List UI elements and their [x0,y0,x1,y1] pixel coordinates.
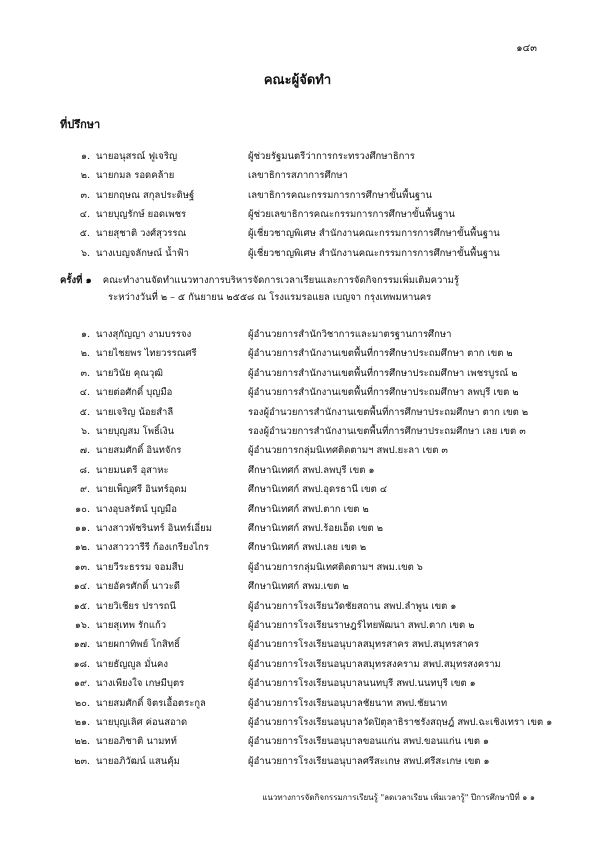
person-name: นายต่อศักดิ์ บุญมือ [96,387,173,399]
item-number: ๘. [79,464,90,476]
person-name: นายเพ็ญศรี อินทร์อุดม [96,484,187,496]
item-number: ๗. [79,445,90,457]
item-number: ๒๑. [74,717,90,728]
item-number: ๓. [80,189,90,201]
item-number: ๖. [80,247,90,259]
person-role: ผู้อำนวยการโรงเรียนอนุบาลขอนแก่น สพป.ขอนแก่น เขต ๑ [248,736,490,748]
item-number: ๕. [79,406,90,418]
person-name: นายบุญสม โพธิ์เงิน [96,426,175,437]
person-name: นางเบญจลักษณ์ น้ำฟ้า [96,247,189,259]
person-name: นายผกาทิพย์ โกสิทธิ์ [96,639,180,651]
person-role: รองผู้อำนวยการสำนักงานเขตพื้นที่การศึกษาประถมศึกษา เลย เขต ๓ [248,426,526,437]
person-name: นางสาววารีรี ก้องเกรียงไกร [96,542,209,554]
item-number: ๒. [80,170,90,182]
person-role: ผู้อำนวยการสำนักวิชาการและมาตรฐานการศึกษา [248,329,452,340]
person-role: ผู้เชี่ยวชาญพิเศษ สำนักงานคณะกรรมการการศึกษาขั้นพื้นฐาน [248,228,500,240]
item-number: ๖. [80,426,90,437]
item-number: ๔. [79,208,90,220]
person-role: ผู้อำนวยการสำนักงานเขตพื้นที่การศึกษาประถมศึกษา ตาก เขต ๒ [248,348,513,360]
person-name: นายสุเทพ รักแก้ว [96,620,167,631]
item-number: ๑๓. [74,561,90,573]
person-role: ผู้อำนวยการสำนักงานเขตพื้นที่การศึกษาประถมศึกษา เพชรบูรณ์ ๒ [248,367,518,379]
person-name: นายธัญญูล มั่นคง [96,658,168,670]
item-number: ๒๐. [74,697,90,709]
item-number: ๑๖. [74,620,90,631]
person-role: ผู้อำนวยการสำนักงานเขตพื้นที่การศึกษาประถมศึกษา ลพบุรี เขต ๒ [248,387,519,399]
item-number: ๑๙. [73,678,90,690]
meeting-title: คณะทำงานจัดทำแนวทางการบริหารจัดการเวลาเรียนและการจัดกิจกรรมเพิ่มเติมความรู้ [102,275,460,286]
person-name: นายสุชาติ วงศ์สุวรรณ [96,228,187,240]
person-name: นายอภิวัฒน์ แสนคุ้ม [96,755,180,767]
item-number: ๒๒. [74,736,90,748]
person-role: ผู้อำนวยการโรงเรียนวัดชัยสถาน สพป.ลำพูน เขต ๑ [248,600,457,612]
item-number: ๕. [79,228,90,240]
item-number: ๑. [80,151,90,162]
person-role: ผู้ช่วยเลขาธิการคณะกรรมการการศึกษาขั้นพื้นฐาน [248,208,455,220]
person-role: ผู้อำนวยการกลุ่มนิเทศติดตามฯ สพป.ยะลา เขต ๓ [248,445,448,457]
item-number: ๑๒. [74,542,90,554]
item-number: ๙. [80,484,90,496]
meeting-label: ครั้งที่ ๑ [60,275,92,286]
person-name: นายบุญเลิศ ค่อนสอาด [96,717,188,728]
person-name: นางสาวพัชรินทร์ อินทร์เอี่ยม [96,523,212,534]
person-name: นายกฤษณ สกุลประดิษฐ์ [96,189,195,201]
person-name: นายไชยพร ไทยวรรณศรี [96,348,197,360]
person-name: นายกมล รอดคล้าย [96,170,175,182]
person-name: นายอภิชาติ นามทท์ [96,736,177,748]
person-role: ผู้อำนวยการโรงเรียนอนุบาลนนทบุรี สพป.นนทบุรี เขต ๑ [248,678,476,690]
person-role: เลขาธิการสภาการศึกษา [248,170,348,182]
item-number: ๓. [80,367,90,379]
person-role: ผู้อำนวยการโรงเรียนราษฎร์ไทยพัฒนา สพป.ตาก เขต ๒ [248,620,475,631]
person-name: นายสมศักดิ์ จิตรเอื้อตระกูล [96,697,206,709]
person-role: ศึกษานิเทศก์ สพป.ร้อยเอ็ด เขต ๒ [248,523,384,534]
person-role: ผู้อำนวยการโรงเรียนอนุบาลศรีสะเกษ สพป.ศรีสะเกษ เขต ๑ [248,755,490,767]
item-number: ๑๑. [74,523,90,534]
person-name: นายวินัย คุณวุฒิ [96,367,163,379]
person-name: นางอุบลรัตน์ บุญมือ [96,503,177,515]
person-role: ศึกษานิเทศก์ สพป.ตาก เขต ๒ [248,503,369,515]
person-role: รองผู้อำนวยการสำนักงานเขตพื้นที่การศึกษาประถมศึกษา ตาก เขต ๒ [248,406,529,418]
person-role: ผู้อำนวยการโรงเรียนอนุบาลชัยนาท สพป.ชัยนาท [248,697,448,709]
person-role: ศึกษานิเทศก์ สพป.เลย เขต ๒ [248,542,367,554]
person-role: ศึกษานิเทศก์ สพป.อุดรธานี เขต ๔ [248,484,388,496]
person-name: นายเจริญ น้อยสำลี [96,406,174,418]
item-number: ๑๘. [73,658,90,670]
person-name: นางเพียงใจ เกษมีบุตร [96,678,185,690]
page-footer: แนวทางการจัดกิจกรรมการเรียนรู้ "ลดเวลาเรียน เพิ่มเวลารู้" ปีการศึกษาปีที่ ๑ ๑ [262,793,535,802]
person-role: ผู้อำนวยการโรงเรียนอนุบาลสมุทรสาคร สพป.สมุทรสาคร [248,639,479,651]
person-role: ผู้อำนวยการโรงเรียนอนุบาลสมุทรสงคราม สพป.สมุทรสงคราม [248,658,501,670]
person-name: นายอัครศักดิ์ นาวะดี [96,581,180,593]
advisors-heading: ที่ปรึกษา [60,118,101,131]
person-name: นางสุกัญญา งามบรรจง [96,329,192,340]
item-number: ๑๐. [75,503,90,515]
item-number: ๑๕. [73,600,90,612]
person-role: เลขาธิการคณะกรรมการการศึกษาขั้นพื้นฐาน [248,189,432,201]
item-number: ๑๔. [73,581,90,593]
person-name: นายอนุสรณ์ ฟูเจริญ [96,151,178,162]
item-number: ๒. [80,348,90,360]
item-number: ๔. [79,387,90,399]
person-role: ศึกษานิเทศก์ สพม.เขต ๒ [248,581,349,593]
person-role: ผู้อำนวยการโรงเรียนอนุบาลวัดปิตุลาธิราชรังสฤษฎ์ สพป.ฉะเชิงเทรา เขต ๑ [248,717,553,728]
page-number: ๑๔๓ [516,43,537,54]
item-number: ๑. [80,329,90,340]
person-role: ผู้ช่วยรัฐมนตรีว่าการกระทรวงศึกษาธิการ [248,151,415,162]
page-title: คณะผู้จัดทำ [263,73,332,88]
person-name: นายสมศักดิ์ อินทจักร [96,445,182,457]
person-name: นายวีระธรรม จอมสืบ [96,561,184,573]
person-name: นายมนตรี อุสาหะ [96,464,169,476]
item-number: ๑๗. [73,639,90,651]
person-role: ผู้เชี่ยวชาญพิเศษ สำนักงานคณะกรรมการการศึกษาขั้นพื้นฐาน [248,247,500,259]
person-role: ผู้อำนวยการกลุ่มนิเทศติดตามฯ สพม.เขต ๖ [248,561,423,573]
person-name: นายวิเชียร ปรารถนี [96,600,176,612]
person-role: ศึกษานิเทศก์ สพป.ลพบุรี เขต ๑ [248,464,375,476]
person-name: นายบุญรักษ์ ยอดเพชร [96,208,187,220]
item-number: ๒๓. [74,755,90,767]
meeting-dates: ระหว่างวันที่ ๒ – ๕ กันยายน ๒๕๕๘ ณ โรงแรมรอแยล เบญจา กรุงเทพมหานคร [108,292,432,303]
